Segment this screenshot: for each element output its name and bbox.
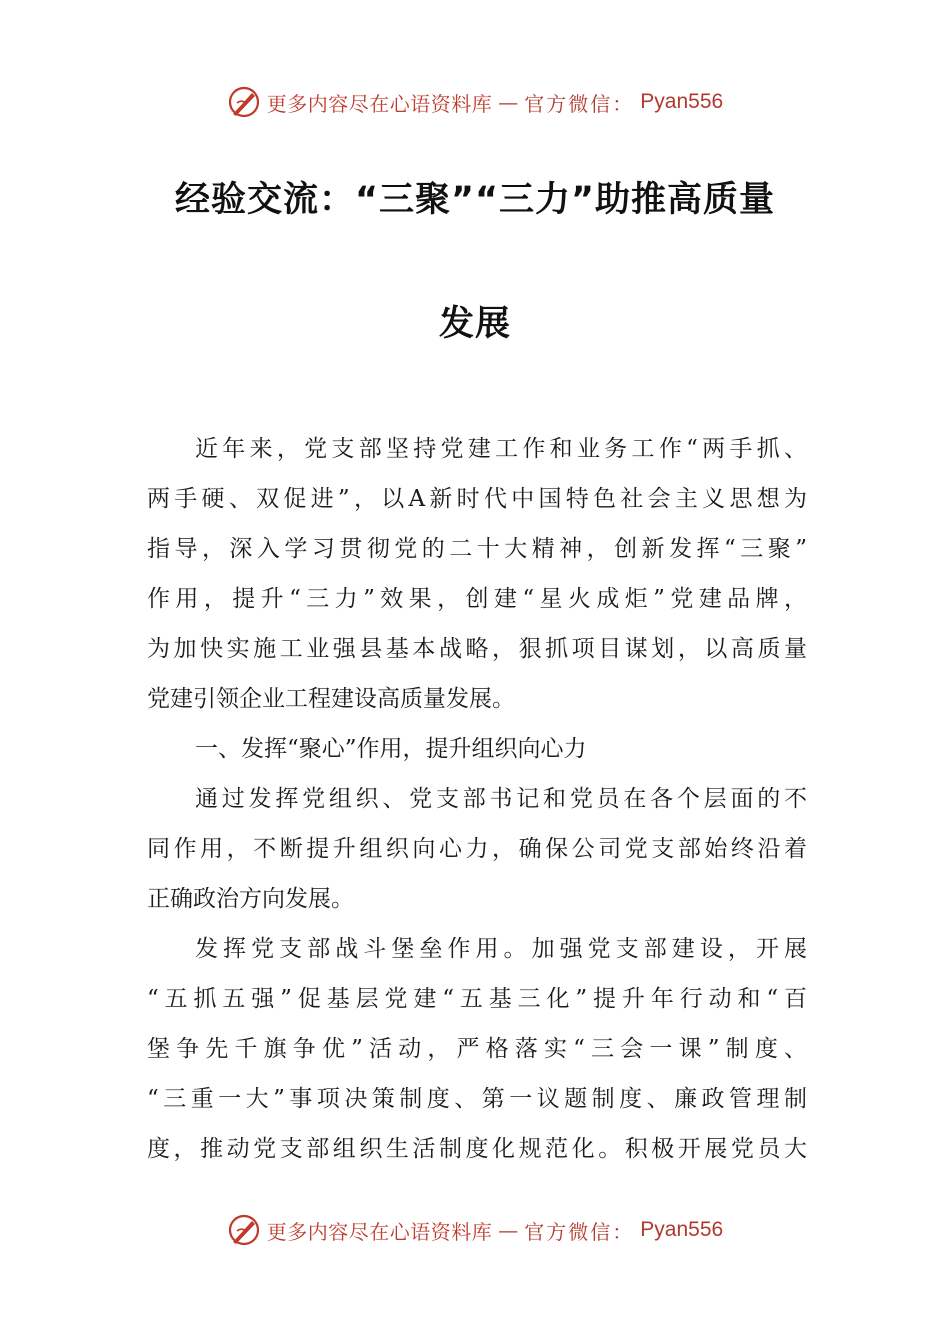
banner-separator: — — [498, 90, 519, 114]
banner-wechat-id: Pyan556 — [640, 90, 724, 113]
paragraph-line: 通过发挥党组织、党支部书记和党员在各个层面的不 — [195, 786, 807, 812]
paragraph-line: 正确政治方向发展。 — [147, 886, 354, 912]
banner-wechat-id: Pyan556 — [640, 1218, 724, 1241]
paragraph-line: 堡争先千旗争优”活动，严格落实“三会一课”制度、 — [147, 1036, 807, 1062]
paragraph-line: “五抓五强”促基层党建“五基三化”提升年行动和“百 — [147, 986, 807, 1012]
paragraph-line: 近年来，党支部坚持党建工作和业务工作“两手抓、 — [195, 436, 807, 462]
paragraph-line: 作用，提升“三力”效果，创建“星火成炬”党建品牌， — [147, 586, 807, 612]
document-title-line-1: 经验交流：“三聚”“三力”助推高质量 — [174, 180, 775, 220]
banner-text: 更多内容尽在心语资料库 — [266, 1219, 493, 1244]
document-title-line-2: 发展 — [438, 304, 511, 344]
paragraph-line: 发挥党支部战斗堡垒作用。加强党支部建设，开展 — [195, 936, 807, 962]
pen-logo-icon — [227, 85, 261, 119]
paragraph-line: 两手硬、双促进”，以A新时代中国特色社会主义思想为 — [147, 486, 807, 512]
paragraph-line: 同作用，不断提升组织向心力，确保公司党支部始终沿着 — [147, 836, 807, 862]
paragraph-line: 度，推动党支部组织生活制度化规范化。积极开展党员大 — [147, 1136, 807, 1162]
paragraph-line: 党建引领企业工程建设高质量发展。 — [147, 686, 515, 712]
paragraph-line: “三重一大”事项决策制度、第一议题制度、廉政管理制 — [147, 1086, 807, 1112]
pen-logo-icon — [227, 1213, 261, 1247]
document-body — [147, 424, 807, 1174]
header-watermark-banner — [0, 82, 950, 122]
banner-separator: — — [498, 1218, 519, 1242]
banner-wechat-label: 官方微信： — [524, 91, 635, 116]
banner-text: 更多内容尽在心语资料库 — [266, 91, 493, 116]
section-heading: 一、发挥“聚心”作用，提升组织向心力 — [195, 736, 587, 762]
footer-watermark-banner — [0, 1210, 950, 1250]
paragraph-line: 指导，深入学习贯彻党的二十大精神，创新发挥“三聚” — [147, 536, 807, 562]
banner-wechat-label: 官方微信： — [524, 1219, 635, 1244]
paragraph-line: 为加快实施工业强县基本战略，狠抓项目谋划，以高质量 — [147, 636, 807, 662]
